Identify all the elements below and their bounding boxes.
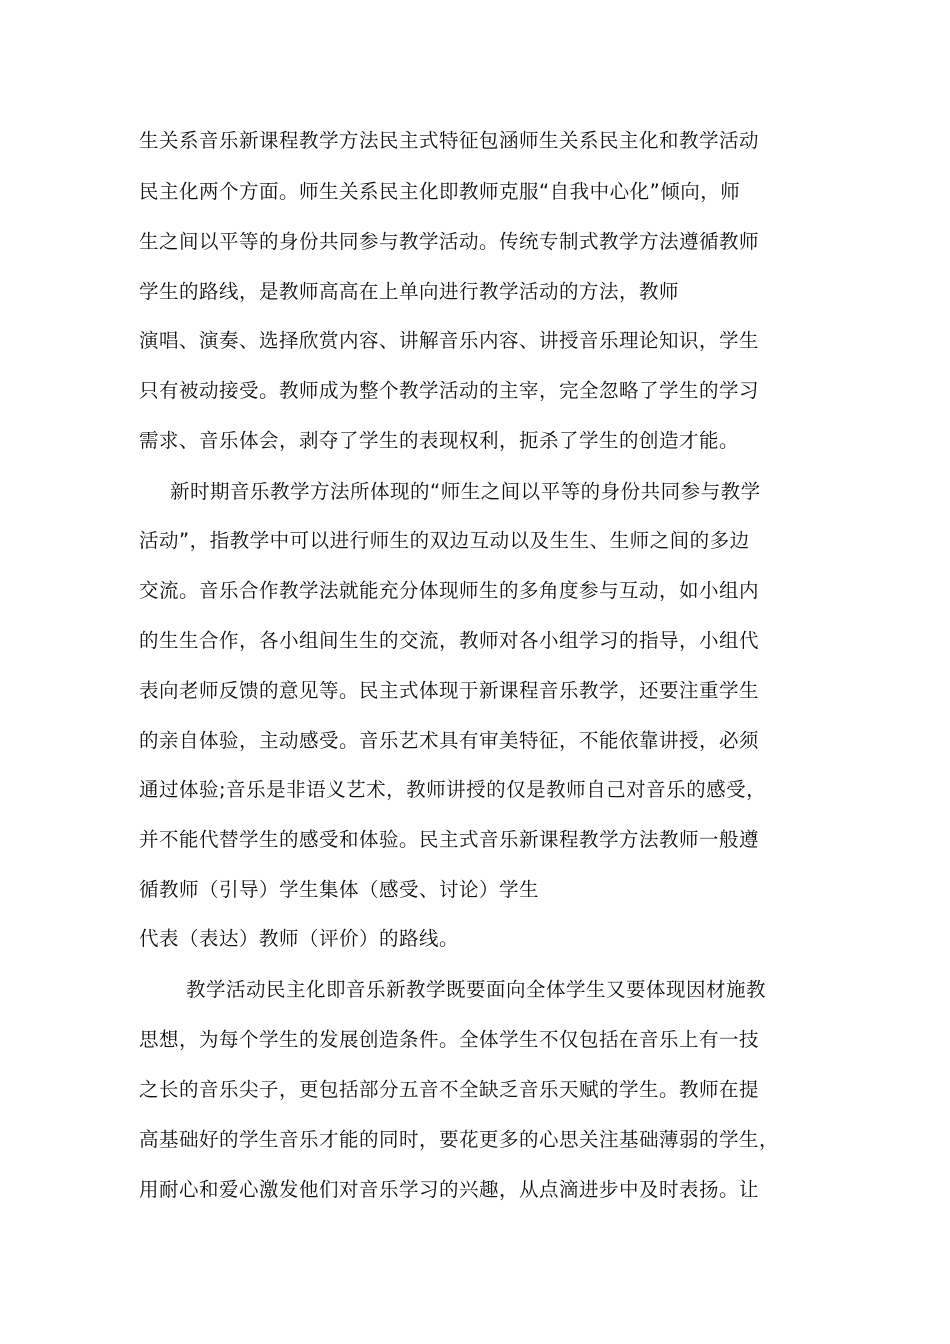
paragraph-1-line-6: 只有被动接受。教师成为整个教学活动的主宰，完全忽略了学生的学习 xyxy=(139,379,760,402)
paragraph-2-line-6: 的亲自体验，主动感受。音乐艺术具有审美特征，不能依靠讲授，必须 xyxy=(139,729,760,752)
paragraph-3-line-2: 思想，为每个学生的发展创造条件。全体学生不仅包括在音乐上有一技 xyxy=(139,1028,760,1051)
paragraph-1-line-1: 生关系音乐新课程教学方法民主式特征包涵师生关系民主化和教学活动 xyxy=(139,129,760,152)
paragraph-3-line-3: 之长的音乐尖子，更包括部分五音不全缺乏音乐天赋的学生。教师在提 xyxy=(139,1078,760,1101)
paragraph-3-line-5: 用耐心和爱心激发他们对音乐学习的兴趣，从点滴进步中及时表扬。让 xyxy=(139,1178,760,1201)
paragraph-1-line-2: 民主化两个方面。师生关系民主化即教师克服“自我中心化”倾向，师 xyxy=(139,180,741,203)
paragraph-2-line-9: 循教师（引导）学生集体（感受、讨论）学生 xyxy=(139,878,540,901)
paragraph-2-line-3: 交流。音乐合作教学法就能充分体现师生的多角度参与互动，如小组内 xyxy=(139,579,760,602)
paragraph-2-line-7: 通过体验;音乐是非语义艺术，教师讲授的仅是教师自己对音乐的感受， xyxy=(139,778,767,801)
paragraph-2-line-5: 表向老师反馈的意见等。民主式体现于新课程音乐教学，还要注重学生 xyxy=(139,679,760,702)
paragraph-2-line-10: 代表（表达）教师（评价）的路线。 xyxy=(139,927,460,950)
paragraph-1-line-4: 学生的路线，是教师高高在上单向进行教学活动的方法，教师 xyxy=(139,280,680,303)
paragraph-2-line-4: 的生生合作，各小组间生生的交流，教师对各小组学习的指导，小组代 xyxy=(139,629,760,652)
paragraph-3-line-4: 高基础好的学生音乐才能的同时，要花更多的心思关注基础薄弱的学生， xyxy=(139,1128,780,1151)
paragraph-1-line-7: 需求、音乐体会，剥夺了学生的表现权利，扼杀了学生的创造才能。 xyxy=(139,429,740,452)
paragraph-2-line-2: 活动”，指教学中可以进行师生的双边互动以及生生、生师之间的多边 xyxy=(139,529,750,552)
paragraph-2-line-1: 新时期音乐教学方法所体现的“师生之间以平等的身份共同参与教学 xyxy=(170,480,761,503)
paragraph-3-line-1: 教学活动民主化即音乐新教学既要面向全体学生又要体现因材施教 xyxy=(186,978,767,1001)
paragraph-1-line-3: 生之间以平等的身份共同参与教学活动。传统专制式教学方法遵循教师 xyxy=(139,230,760,253)
paragraph-2-line-8: 并不能代替学生的感受和体验。民主式音乐新课程教学方法教师一般遵 xyxy=(139,828,760,851)
paragraph-1-line-5: 演唱、演奏、选择欣赏内容、讲解音乐内容、讲授音乐理论知识，学生 xyxy=(139,329,760,352)
